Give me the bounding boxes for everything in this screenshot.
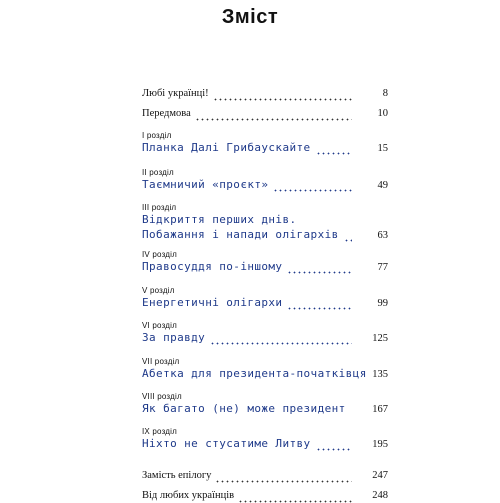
back_matter-leader-dots	[215, 471, 352, 483]
chapter-page-number: 15	[377, 143, 388, 154]
chapter-label: III розділ	[142, 203, 177, 212]
chapter-title: Правосуддя по-іншому	[142, 260, 283, 273]
chapter-leader-dots	[287, 298, 352, 310]
chapter-label: I розділ	[142, 131, 172, 140]
front_matter-leader-dots	[213, 89, 352, 101]
chapter-label: VI розділ	[142, 321, 177, 330]
front_matter-title: Передмова	[142, 108, 191, 119]
chapter-title: Як багато (не) може президент	[142, 402, 346, 415]
chapter-title: За правду	[142, 331, 206, 344]
chapter-title: Енергетичні олігархи	[142, 296, 283, 309]
front_matter-page-number: 8	[382, 88, 388, 99]
chapter-title: Ніхто не стусатиме Литву	[142, 437, 311, 450]
chapter-label: VIII розділ	[142, 392, 182, 401]
chapter-page-number: 167	[372, 404, 388, 415]
chapter-leader-dots	[351, 404, 352, 416]
chapter-page-number: 77	[377, 262, 388, 273]
chapter-leader-dots	[210, 333, 352, 345]
chapter-page-number: 99	[377, 298, 388, 309]
back_matter-title: Від любих українців	[142, 490, 235, 501]
chapter-leader-dots	[287, 262, 352, 274]
back_matter-page-number: 248	[372, 490, 388, 501]
back_matter-title: Замість епілогу	[142, 470, 212, 481]
back_matter-leader-dots	[238, 491, 352, 503]
chapter-label: II розділ	[142, 168, 174, 177]
chapter-label: V розділ	[142, 286, 175, 295]
front_matter-title: Любі українці!	[142, 88, 209, 99]
chapter-label: IV розділ	[142, 250, 177, 259]
chapter-page-number: 135	[372, 369, 388, 380]
front_matter-page-number: 10	[377, 108, 388, 119]
chapter-leader-dots	[316, 439, 352, 451]
chapter-leader-dots	[316, 143, 352, 155]
chapter-title: Побажання і напади олігархів	[142, 228, 339, 241]
chapter-page-number: 49	[377, 180, 388, 191]
chapter-title: Планка Далі Грибаускайте	[142, 141, 311, 154]
chapter-page-number: 125	[372, 333, 388, 344]
chapter-label: IX розділ	[142, 427, 177, 436]
back_matter-page-number: 247	[372, 470, 388, 481]
chapter-label: VII розділ	[142, 357, 180, 366]
front_matter-leader-dots	[195, 109, 352, 121]
chapter-leader-dots	[273, 180, 352, 192]
chapter-title: Абетка для президента-початківця	[142, 367, 367, 380]
chapter-page-number: 195	[372, 439, 388, 450]
page-title: Зміст	[221, 6, 279, 28]
chapter-page-number: 63	[377, 230, 388, 241]
chapter-title: Таємничий «проєкт»	[142, 178, 269, 191]
chapter-leader-dots	[344, 230, 352, 242]
chapter-title: Відкриття перших днів.	[142, 213, 297, 226]
